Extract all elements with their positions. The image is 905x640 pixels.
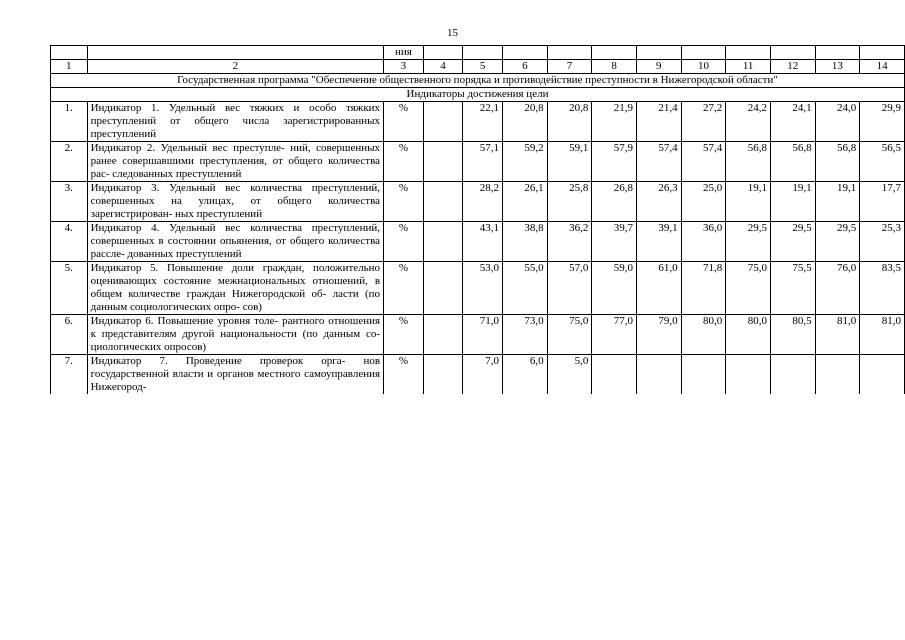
value-cell: 57,0: [547, 262, 592, 315]
value-cell: 59,1: [547, 142, 592, 182]
row-number: 6.: [51, 315, 88, 355]
value-cell: 39,7: [592, 222, 637, 262]
column-number: 2: [87, 60, 383, 74]
value-cell: 57,9: [592, 142, 637, 182]
value-cell: 71,0: [463, 315, 503, 355]
column-number: 13: [815, 60, 860, 74]
indicator-text: Индикатор 5. Повышение доли граждан, положительно оценивающих состояние межнациональных отношений, в общем количестве граждан Нижегородской об- ласти (по данным социологических опро- сов): [87, 262, 383, 315]
column-number: 12: [770, 60, 815, 74]
program-title: Государственная программа "Обеспечение общественного порядка и противодействие преступности в Нижегородской области": [51, 74, 905, 88]
value-cell: 26,1: [503, 182, 548, 222]
value-cell: 56,5: [860, 142, 905, 182]
indicator-text: Индикатор 3. Удельный вес количества преступлений, совершенных на улицах, от общего количества зарегистрирован- ных преступлений: [87, 182, 383, 222]
column-number: 9: [636, 60, 681, 74]
value-cell: 36,2: [547, 222, 592, 262]
indicator-row: [51, 222, 905, 262]
value-cell: 56,8: [815, 142, 860, 182]
value-cell: [860, 355, 905, 395]
value-cell: 76,0: [815, 262, 860, 315]
empty-cell: [423, 102, 463, 142]
indicator-row: [51, 102, 905, 142]
value-cell: [815, 355, 860, 395]
empty-cell: [423, 222, 463, 262]
column-number: 6: [503, 60, 548, 74]
value-cell: 26,8: [592, 182, 637, 222]
value-cell: [726, 355, 771, 395]
column-number: 3: [384, 60, 424, 74]
value-cell: 19,1: [770, 182, 815, 222]
column-number: 5: [463, 60, 503, 74]
empty-cell: [423, 142, 463, 182]
value-cell: 22,1: [463, 102, 503, 142]
column-number: 8: [592, 60, 637, 74]
value-cell: 19,1: [726, 182, 771, 222]
value-cell: [770, 355, 815, 395]
value-cell: 79,0: [636, 315, 681, 355]
unit-cell: %: [384, 315, 424, 355]
value-cell: 59,2: [503, 142, 548, 182]
value-cell: 21,9: [592, 102, 637, 142]
indicator-text: Индикатор 2. Удельный вес преступле- ний, совершенных ранее совершавшими преступления, от общего количества рас- следованных преступлений: [87, 142, 383, 182]
unit-cell: %: [384, 262, 424, 315]
value-cell: 56,8: [770, 142, 815, 182]
value-cell: 57,4: [636, 142, 681, 182]
column-number: 11: [726, 60, 771, 74]
header-fragment: ния: [384, 46, 424, 60]
empty-cell: [423, 262, 463, 315]
value-cell: [592, 355, 637, 395]
indicator-row: [51, 262, 905, 315]
empty-cell: [423, 182, 463, 222]
value-cell: 29,5: [770, 222, 815, 262]
value-cell: 75,0: [726, 262, 771, 315]
value-cell: 57,1: [463, 142, 503, 182]
section-title-row: [51, 88, 905, 102]
page-number: 15: [447, 27, 458, 39]
empty-cell: [423, 315, 463, 355]
value-cell: [636, 355, 681, 395]
unit-cell: %: [384, 182, 424, 222]
column-number: 1: [51, 60, 88, 74]
value-cell: 59,0: [592, 262, 637, 315]
value-cell: 7,0: [463, 355, 503, 395]
value-cell: 17,7: [860, 182, 905, 222]
value-cell: 57,4: [681, 142, 726, 182]
unit-cell: %: [384, 102, 424, 142]
value-cell: 24,1: [770, 102, 815, 142]
value-cell: 43,1: [463, 222, 503, 262]
value-cell: 80,0: [681, 315, 726, 355]
value-cell: 39,1: [636, 222, 681, 262]
indicator-row: [51, 182, 905, 222]
value-cell: 56,8: [726, 142, 771, 182]
value-cell: 5,0: [547, 355, 592, 395]
value-cell: 55,0: [503, 262, 548, 315]
value-cell: 80,0: [726, 315, 771, 355]
row-number: 7.: [51, 355, 88, 395]
value-cell: 77,0: [592, 315, 637, 355]
value-cell: 21,4: [636, 102, 681, 142]
column-number: 10: [681, 60, 726, 74]
indicator-text: Индикатор 7. Проведение проверок орга- нов государственной власти и органов местного самоуправления Нижегород-: [87, 355, 383, 395]
row-number: 4.: [51, 222, 88, 262]
column-number: 7: [547, 60, 592, 74]
value-cell: 36,0: [681, 222, 726, 262]
indicators-table: [50, 45, 905, 394]
value-cell: 38,8: [503, 222, 548, 262]
indicator-row: [51, 355, 905, 395]
row-number: 3.: [51, 182, 88, 222]
value-cell: 75,0: [547, 315, 592, 355]
value-cell: 25,0: [681, 182, 726, 222]
column-number: 4: [423, 60, 463, 74]
value-cell: 53,0: [463, 262, 503, 315]
value-cell: [681, 355, 726, 395]
value-cell: 29,5: [815, 222, 860, 262]
unit-cell: %: [384, 142, 424, 182]
value-cell: 20,8: [547, 102, 592, 142]
value-cell: 24,0: [815, 102, 860, 142]
indicator-text: Индикатор 6. Повышение уровня толе- рантного отношения к представителям другой национальности (по данным со- циологических опросов): [87, 315, 383, 355]
value-cell: 25,3: [860, 222, 905, 262]
indicator-text: Индикатор 1. Удельный вес тяжких и особо тяжких преступлений от общего числа зарегистрированных преступлений: [87, 102, 383, 142]
row-number: 5.: [51, 262, 88, 315]
indicator-text: Индикатор 4. Удельный вес количества преступлений, совершенных в состоянии опьянения, от общего количества рассле- дованных преступлений: [87, 222, 383, 262]
value-cell: 19,1: [815, 182, 860, 222]
column-number: 14: [860, 60, 905, 74]
value-cell: 29,9: [860, 102, 905, 142]
value-cell: 20,8: [503, 102, 548, 142]
value-cell: 81,0: [815, 315, 860, 355]
section-title: Индикаторы достижения цели: [51, 88, 905, 102]
value-cell: 75,5: [770, 262, 815, 315]
indicator-row: [51, 315, 905, 355]
program-title-row: [51, 74, 905, 88]
value-cell: 29,5: [726, 222, 771, 262]
value-cell: 73,0: [503, 315, 548, 355]
value-cell: 80,5: [770, 315, 815, 355]
empty-cell: [423, 355, 463, 395]
column-number-row: [51, 60, 905, 74]
value-cell: 24,2: [726, 102, 771, 142]
row-number: 2.: [51, 142, 88, 182]
value-cell: 27,2: [681, 102, 726, 142]
row-number: 1.: [51, 102, 88, 142]
unit-cell: %: [384, 222, 424, 262]
value-cell: 83,5: [860, 262, 905, 315]
header-continuation-row: [51, 46, 905, 60]
value-cell: 71,8: [681, 262, 726, 315]
value-cell: 6,0: [503, 355, 548, 395]
unit-cell: %: [384, 355, 424, 395]
indicator-row: [51, 142, 905, 182]
value-cell: 26,3: [636, 182, 681, 222]
value-cell: 25,8: [547, 182, 592, 222]
value-cell: 61,0: [636, 262, 681, 315]
value-cell: 81,0: [860, 315, 905, 355]
value-cell: 28,2: [463, 182, 503, 222]
